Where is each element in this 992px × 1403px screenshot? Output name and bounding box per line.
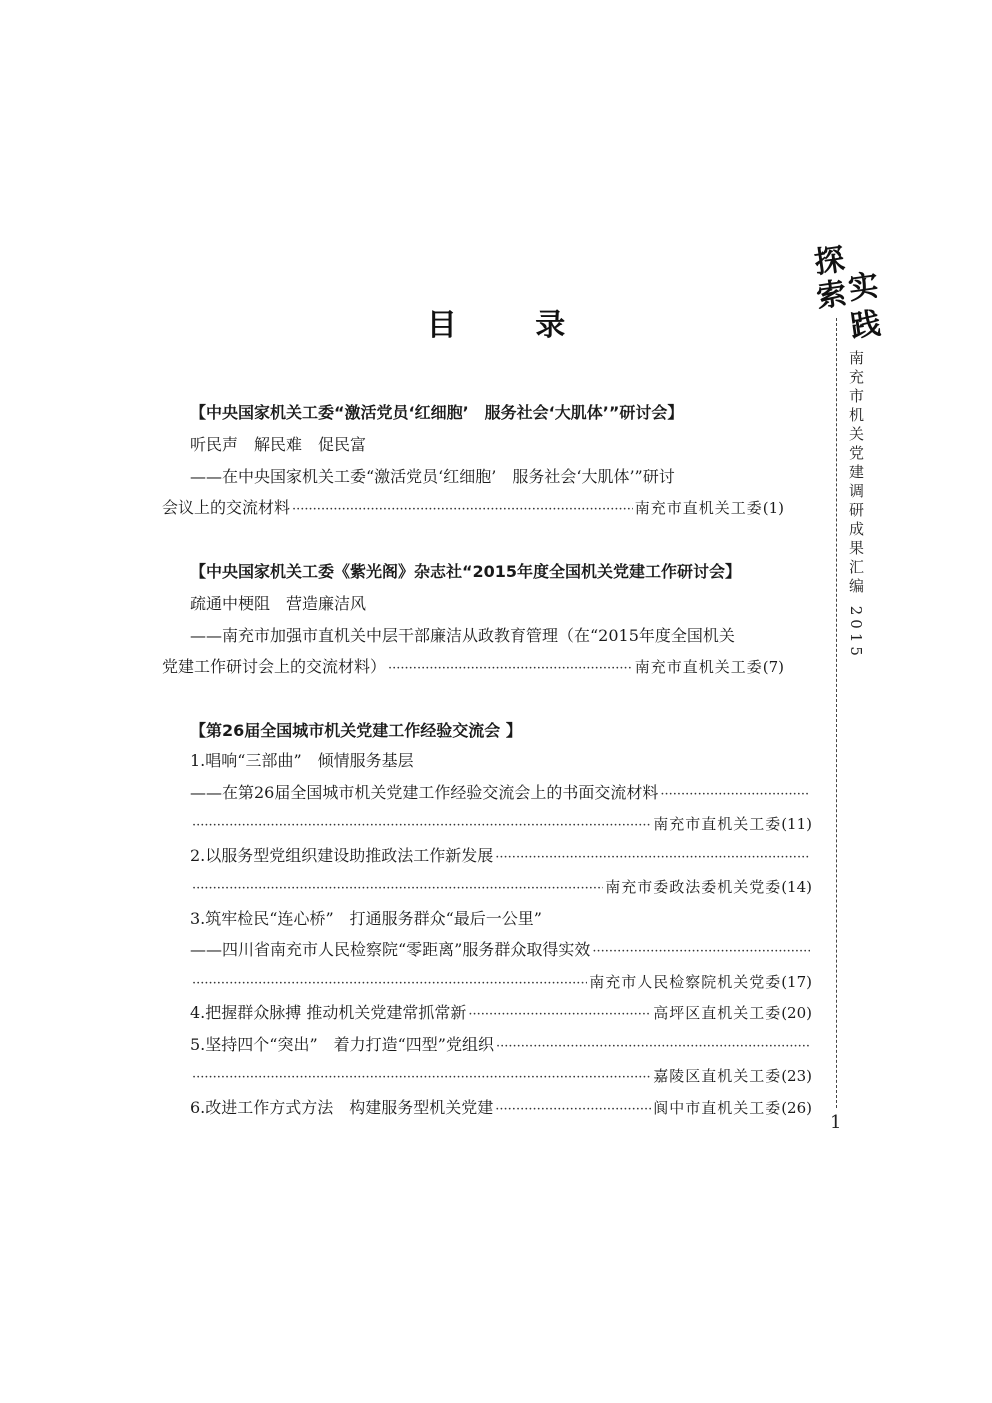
toc-page-number: (11)	[781, 815, 812, 833]
section-heading-2: 【中央国家机关工委《紫光阁》杂志社“2015年度全国机关党建工作研讨会】	[190, 562, 742, 581]
toc-entry-subtitle: ——在第26届全国城市机关党建工作经验交流会上的书面交流材料 ·····	[162, 778, 812, 808]
leader-dots	[660, 780, 810, 810]
toc-entry-source-line[interactable]	[162, 967, 812, 997]
toc-page-number: (17)	[781, 973, 812, 991]
toc-entry-title[interactable]: 4.把握群众脉搏 推动机关党建常抓常新 ····· 高坪区直机关工委 (20)	[162, 998, 812, 1028]
leader-dots	[468, 1000, 651, 1030]
leader-dots	[292, 495, 633, 525]
toc-entry-title[interactable]: 5.坚持四个“突出” 着力打造“四型”党组织 ·····	[162, 1030, 812, 1060]
toc-page-number: (26)	[781, 1099, 812, 1117]
toc-source: 阆中市直机关工委	[653, 1099, 782, 1117]
toc-entry-title[interactable]: 1.唱响“三部曲” 倾情服务基层	[190, 751, 414, 770]
page-number: 1	[830, 1112, 842, 1133]
toc-entry-title[interactable]: 听民声 解民难 促民富	[190, 435, 367, 454]
toc-entry-source-line[interactable]	[162, 1061, 812, 1091]
toc-source: 嘉陵区直机关工委	[653, 1067, 782, 1085]
toc-entry-title[interactable]: 疏通中梗阻 营造廉洁风	[190, 594, 367, 613]
toc-source: 高坪区直机关工委	[653, 1004, 782, 1022]
toc-page-number: (23)	[781, 1067, 812, 1085]
toc-source: 南充市委政法委机关党委	[605, 878, 782, 896]
toc-page-number: (20)	[781, 1004, 812, 1022]
toc-entry-source-line[interactable]: 党建工作研讨会上的交流材料） ····· 南充市直机关工委 (7)	[162, 652, 784, 682]
leader-dots	[495, 1095, 651, 1125]
leader-dots	[388, 654, 633, 684]
toc-source: 南充市人民检察院机关党委	[589, 973, 782, 991]
calligraphy-logo: 探 索 实 践	[812, 242, 883, 345]
toc-entry-subtitle: ——四川省南充市人民检察院“零距离”服务群众取得实效 ·····	[162, 935, 812, 965]
toc-entry-title[interactable]: 3.筑牢检民“连心桥” 打通服务群众“最后一公里”	[190, 909, 542, 928]
leader-dots	[192, 969, 587, 999]
leader-dots	[592, 937, 810, 967]
section-heading-3: 【第26届全国城市机关党建工作经验交流会 】	[190, 721, 522, 740]
toc-entry-title[interactable]: 6.改进工作方式方法 构建服务型机关党建 ····· 阆中市直机关工委 (26)	[162, 1093, 812, 1123]
dashed-divider	[836, 318, 837, 1108]
toc-entry-subtitle: ——在中央国家机关工委“激活党员‘红细胞’ 服务社会‘大肌体’”研讨	[190, 467, 675, 486]
toc-entry-title[interactable]: 2.以服务型党组织建设助推政法工作新发展 ·····	[162, 841, 812, 871]
toc-page-number: (14)	[781, 878, 812, 896]
toc-source: 南充市直机关工委	[634, 658, 763, 676]
toc-page-number: (1)	[762, 499, 784, 517]
leader-dots	[192, 811, 651, 841]
page-title: 目 录	[426, 308, 600, 343]
leader-dots	[495, 843, 810, 873]
toc-source: 南充市直机关工委	[653, 815, 782, 833]
leader-dots	[192, 1063, 651, 1093]
toc-entry-subtitle: ——南充市加强市直机关中层干部廉洁从政教育管理（在“2015年度全国机关	[190, 626, 735, 645]
toc-entry-source-line[interactable]: 会议上的交流材料 ····· 南充市直机关工委 (1)	[162, 493, 784, 523]
toc-page-number: (7)	[762, 658, 784, 676]
toc-entry-source-line[interactable]	[162, 872, 812, 902]
toc-entry-source-line[interactable]	[162, 809, 812, 839]
section-heading-1: 【中央国家机关工委“激活党员‘红细胞’ 服务社会‘大肌体’”研讨会】	[190, 403, 684, 422]
side-title: 南充市机关党建调研成果汇编 2015	[847, 350, 865, 660]
leader-dots	[192, 874, 603, 904]
leader-dots	[496, 1032, 810, 1062]
toc-source: 南充市直机关工委	[634, 499, 763, 517]
